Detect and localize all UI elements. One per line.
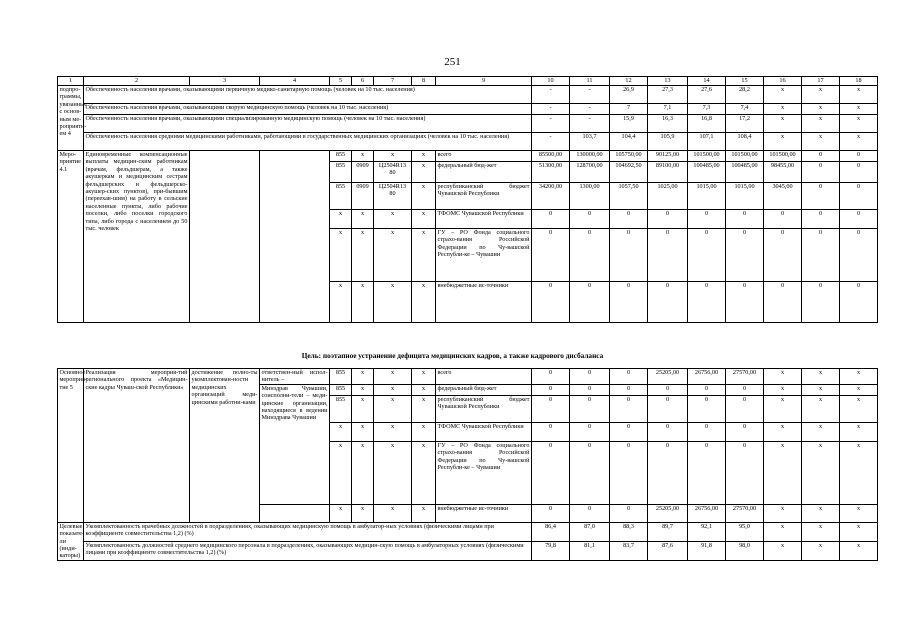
expense-type-code: x — [412, 504, 436, 522]
funding-value: 0 — [570, 369, 610, 385]
column-number: 2 — [84, 77, 190, 86]
funding-value: 0 — [610, 369, 648, 385]
indicator-value: 16,3 — [648, 115, 688, 133]
goal-heading: Цель: поэтапное устранение дефицита медицинских кадров, а также кадрового дисбаланса — [301, 351, 604, 360]
measure-title: Реализация мероприя-тий регионального проекта «Медицин-ские кадры Чуваш-ской Республики» — [84, 369, 190, 523]
indicator-value: 7,3 — [688, 104, 726, 115]
funding-value: 0 — [610, 229, 648, 282]
target-item-code: x — [374, 282, 412, 323]
funding-value: x — [764, 384, 802, 395]
funding-value: 0 — [648, 441, 688, 504]
funding-source: всего — [436, 151, 532, 162]
funding-value: 0 — [840, 282, 878, 323]
indicator-text: Обеспеченность населения врачами, оказывающими специализированную медицинскую помощь (человек на 10 тыс. населения) — [84, 115, 532, 133]
target-indicator-value: 92,1 — [688, 522, 726, 541]
grbs-code: 855 — [330, 162, 352, 183]
funding-value: 0 — [610, 282, 648, 323]
funding-value: 0 — [802, 210, 840, 229]
funding-source: федеральный бюд-жет — [436, 162, 532, 183]
grbs-code: 855 — [330, 151, 352, 162]
target-indicator-value: x — [840, 522, 878, 541]
funding-value: x — [840, 504, 878, 522]
indicator-value: x — [840, 86, 878, 104]
grbs-code: 855 — [330, 369, 352, 385]
funding-value: 27570,00 — [726, 504, 764, 522]
funding-value: 0 — [610, 384, 648, 395]
funding-value: 3045,00 — [764, 183, 802, 210]
funding-value: 0 — [726, 395, 764, 422]
target-item-code: x — [374, 369, 412, 385]
column-number: 10 — [532, 77, 570, 86]
section-code: x — [352, 210, 374, 229]
grbs-code: x — [330, 441, 352, 504]
funding-value: 1015,00 — [688, 183, 726, 210]
target-indicator-value: x — [764, 541, 802, 560]
target-indicator-value: x — [802, 522, 840, 541]
column-number: 8 — [412, 77, 436, 86]
target-indicator-value: 91,8 — [688, 541, 726, 560]
funding-value: 25205,00 — [648, 369, 688, 385]
grbs-code: x — [330, 229, 352, 282]
indicator-value: x — [764, 86, 802, 104]
funding-value: 0 — [802, 282, 840, 323]
measure-number: Меро-приятие 4.1 — [58, 151, 84, 323]
funding-value: 0 — [648, 422, 688, 441]
funding-value: 0 — [726, 384, 764, 395]
funding-value: 0 — [764, 229, 802, 282]
funding-value: 27570,00 — [726, 369, 764, 385]
funding-value: 0 — [688, 210, 726, 229]
indicator-value: 108,4 — [726, 133, 764, 151]
expense-type-code: x — [412, 441, 436, 504]
column-number: 13 — [648, 77, 688, 86]
funding-value: 130000,00 — [570, 151, 610, 162]
indicator-value: x — [764, 133, 802, 151]
funding-value: 98455,00 — [764, 162, 802, 183]
funding-value: 0 — [764, 282, 802, 323]
co-executors: Минздрав Чувашии, соисполни-тели – меди-цинские организации, находящиеся в ведении Минздрава Чувашии — [260, 384, 330, 504]
funding-value: 100485,00 — [726, 162, 764, 183]
target-indicator-value: x — [802, 541, 840, 560]
indicator-value: 15,9 — [610, 115, 648, 133]
expense-type-code: x — [412, 162, 436, 183]
funding-value: 101500,00 — [726, 151, 764, 162]
funding-value: x — [802, 504, 840, 522]
funding-value: 25205,00 — [648, 504, 688, 522]
section-code: x — [352, 282, 374, 323]
funding-value: 0 — [802, 229, 840, 282]
funding-value: 0 — [570, 441, 610, 504]
target-indicator-value: 88,3 — [610, 522, 648, 541]
funding-value: 0 — [726, 229, 764, 282]
indicator-row — [58, 104, 878, 115]
target-item-code: x — [374, 210, 412, 229]
target-indicator-value: 87,0 — [570, 522, 610, 541]
funding-value: 0 — [570, 422, 610, 441]
indicator-value: 7 — [610, 104, 648, 115]
grbs-code: x — [330, 422, 352, 441]
measure-row — [58, 369, 878, 385]
target-indicator-value: 79,8 — [532, 541, 570, 560]
target-item-code: x — [374, 395, 412, 422]
responsible-executor: ответствен-ный испол-нитель – — [261, 369, 328, 384]
indicator-text: Обеспеченность населения врачами, оказывающими скорую медицинскую помощь (человек на 10 тыс. населения) — [84, 104, 532, 115]
indicator-value: x — [802, 115, 840, 133]
funding-value: x — [764, 441, 802, 504]
column-number: 7 — [374, 77, 412, 86]
funding-value: 0 — [570, 229, 610, 282]
expense-type-code: x — [412, 229, 436, 282]
column-number: 14 — [688, 77, 726, 86]
section-code: x — [352, 384, 374, 395]
funding-value: 101500,00 — [688, 151, 726, 162]
column-number: 11 — [570, 77, 610, 86]
funding-value: x — [840, 384, 878, 395]
target-indicator-value: 81,1 — [570, 541, 610, 560]
funding-value: 0 — [532, 369, 570, 385]
funding-value: 0 — [610, 395, 648, 422]
section-code: 0909 — [352, 183, 374, 210]
funding-value: x — [802, 395, 840, 422]
funding-value: 0 — [532, 384, 570, 395]
indicator-text: Обеспеченность населения средними медицинскими работниками, работающими в государственных медицинских организациях (человек на 10 тыс. населения) — [84, 133, 532, 151]
empty-cell — [260, 151, 330, 323]
indicator-value: 107,1 — [688, 133, 726, 151]
target-indicator-value: 87,6 — [648, 541, 688, 560]
target-item-code: x — [374, 229, 412, 282]
funding-source: федеральный бюд-жет — [436, 384, 532, 395]
funding-source: ТФОМС Чувашской Республики — [436, 422, 532, 441]
indicator-value: x — [764, 104, 802, 115]
funding-value: x — [802, 441, 840, 504]
funding-value: 0 — [726, 282, 764, 323]
indicator-value: 7,4 — [726, 104, 764, 115]
indicator-value: x — [840, 104, 878, 115]
funding-value: 0 — [532, 441, 570, 504]
grbs-code: x — [330, 282, 352, 323]
expense-type-code: x — [412, 183, 436, 210]
target-indicator-text: Укомплектованность должностей среднего медицинского персонала в подразделениях, оказывающих медицин-скую помощь в амбулаторных условиях (физическими лицами при коэффициенте совместительства 1,2) (%) — [84, 541, 532, 560]
funding-value: 0 — [610, 210, 648, 229]
funding-value: 0 — [570, 210, 610, 229]
funding-value: 1057,50 — [610, 183, 648, 210]
funding-value: 128700,00 — [570, 162, 610, 183]
grbs-code: x — [330, 210, 352, 229]
target-indicators-label: Целевые показате-ли (инди-каторы) — [59, 522, 85, 560]
funding-value: x — [764, 422, 802, 441]
funding-value: x — [840, 395, 878, 422]
column-number: 15 — [726, 77, 764, 86]
funding-value: 104692,50 — [610, 162, 648, 183]
funding-value: 0 — [726, 422, 764, 441]
column-number: 16 — [764, 77, 802, 86]
target-indicator-row — [58, 541, 878, 560]
funding-source: внебюджетные ис-точники — [436, 504, 532, 522]
target-indicator-value: 98,0 — [726, 541, 764, 560]
funding-value: 0 — [840, 183, 878, 210]
funding-value: 0 — [726, 210, 764, 229]
funding-value: 0 — [570, 384, 610, 395]
funding-value: 1015,00 — [726, 183, 764, 210]
funding-value: 0 — [688, 229, 726, 282]
financing-table-upper — [57, 76, 878, 323]
expense-type-code: x — [412, 151, 436, 162]
funding-value: x — [802, 422, 840, 441]
funding-value: x — [764, 395, 802, 422]
funding-value: 26756,00 — [688, 504, 726, 522]
grbs-code: 855 — [330, 395, 352, 422]
section-code: x — [352, 395, 374, 422]
section-code: x — [352, 422, 374, 441]
indicator-value: - — [532, 115, 570, 133]
funding-value: 0 — [532, 210, 570, 229]
empty-cell — [190, 151, 260, 323]
indicator-value: 27,3 — [648, 86, 688, 104]
indicator-value: 28,2 — [726, 86, 764, 104]
funding-value: 90125,00 — [648, 151, 688, 162]
indicator-value: - — [570, 86, 610, 104]
target-indicator-value: 95,0 — [726, 522, 764, 541]
funding-value: 51300,00 — [532, 162, 570, 183]
financing-table-lower — [57, 368, 878, 561]
funding-value: x — [840, 369, 878, 385]
section-code: x — [352, 504, 374, 522]
target-indicator-value: x — [840, 541, 878, 560]
expense-type-code: x — [412, 422, 436, 441]
funding-value: 0 — [840, 162, 878, 183]
grbs-code: 855 — [330, 384, 352, 395]
funding-value: 0 — [570, 395, 610, 422]
funding-value: 0 — [688, 441, 726, 504]
column-number: 5 — [330, 77, 352, 86]
indicator-value: 16,8 — [688, 115, 726, 133]
funding-value: 0 — [764, 210, 802, 229]
funding-value: 0 — [688, 395, 726, 422]
indicator-value: 104,4 — [610, 133, 648, 151]
indicator-value: x — [840, 115, 878, 133]
funding-value: 0 — [610, 422, 648, 441]
expense-type-code: x — [412, 369, 436, 385]
row-group-label: подпро-граммы, увязанные с основ-ным ме-роприяти-ем 4 — [58, 86, 84, 151]
funding-value: 0 — [802, 162, 840, 183]
target-item-code: Ц2504R13 80 — [374, 183, 412, 210]
indicator-value: x — [802, 104, 840, 115]
target-item-code: Ц2504R13 80 — [374, 162, 412, 183]
funding-value: 0 — [688, 422, 726, 441]
funding-value: 101500,00 — [764, 151, 802, 162]
funding-value: 0 — [532, 395, 570, 422]
funding-value: 0 — [802, 151, 840, 162]
column-number: 6 — [352, 77, 374, 86]
indicator-value: - — [532, 104, 570, 115]
funding-value: 0 — [532, 422, 570, 441]
target-item-code: x — [374, 384, 412, 395]
funding-value: 0 — [726, 441, 764, 504]
indicator-value: 105,9 — [648, 133, 688, 151]
funding-value: 0 — [840, 210, 878, 229]
target-item-code: x — [374, 151, 412, 162]
funding-source: всего — [436, 369, 532, 385]
funding-value: 0 — [610, 441, 648, 504]
target-indicator-row — [58, 522, 878, 541]
indicator-value: 26,9 — [610, 86, 648, 104]
section-code: 0909 — [352, 162, 374, 183]
funding-value: 0 — [570, 282, 610, 323]
funding-source: республиканский бюджет Чувашской Республики — [436, 395, 532, 422]
funding-value: 105750,00 — [610, 151, 648, 162]
funding-value: 0 — [688, 384, 726, 395]
column-number: 1 — [58, 77, 84, 86]
column-number: 3 — [190, 77, 260, 86]
funding-value: 0 — [532, 282, 570, 323]
target-indicator-text: Укомплектованность врачебных должностей в подразделениях, оказывающих медицинскую помощь в амбулатор-ных условиях (физическими лицами при коэффициенте совместительства 1,2) (%) — [84, 522, 532, 541]
funding-source: республиканский бюджет Чувашской Республики — [436, 183, 532, 210]
indicator-value: 27,6 — [688, 86, 726, 104]
funding-value: 89100,00 — [648, 162, 688, 183]
funding-value: 100485,00 — [688, 162, 726, 183]
indicator-value: x — [840, 133, 878, 151]
funding-value: x — [840, 441, 878, 504]
grbs-code: 855 — [330, 183, 352, 210]
target-item-code: x — [374, 504, 412, 522]
measure-goal: достижение полно-ты укомплектован-ности медицинских организаций меди-цинскими работни-ками — [190, 369, 260, 523]
column-number: 17 — [802, 77, 840, 86]
indicator-value: 103,7 — [570, 133, 610, 151]
section-code: x — [352, 441, 374, 504]
target-indicator-value: x — [764, 522, 802, 541]
indicator-value: - — [570, 115, 610, 133]
column-number: 9 — [436, 77, 532, 86]
target-item-code: x — [374, 441, 412, 504]
section-code: x — [352, 369, 374, 385]
funding-value: 0 — [610, 504, 648, 522]
indicator-value: 7,1 — [648, 104, 688, 115]
expense-type-code: x — [412, 210, 436, 229]
section-code: x — [352, 151, 374, 162]
funding-value: 0 — [802, 183, 840, 210]
target-indicator-value: 86,4 — [532, 522, 570, 541]
funding-value: 0 — [648, 395, 688, 422]
funding-value: 0 — [648, 384, 688, 395]
indicator-value: x — [802, 86, 840, 104]
funding-value: x — [840, 422, 878, 441]
empty-cell — [260, 504, 330, 522]
funding-value: 0 — [648, 282, 688, 323]
funding-value: x — [802, 369, 840, 385]
funding-value: x — [764, 504, 802, 522]
funding-value: 26756,00 — [688, 369, 726, 385]
grbs-code: x — [330, 504, 352, 522]
funding-source: ГУ – РО Фонда социального страхо-вания Российской Федерации по Чу-вашской Республи-ке – Чувашии — [436, 229, 532, 282]
measure-number: Основное мероприя-тие 5 — [58, 369, 84, 523]
expense-type-code: x — [412, 395, 436, 422]
indicator-row — [58, 86, 878, 104]
funding-value: 0 — [840, 229, 878, 282]
expense-type-code: x — [412, 384, 436, 395]
target-indicator-value: 83,7 — [610, 541, 648, 560]
funding-value: 1025,00 — [648, 183, 688, 210]
funding-value: x — [802, 384, 840, 395]
target-indicator-value: 89,7 — [648, 522, 688, 541]
column-number: 18 — [840, 77, 878, 86]
funding-value: 0 — [648, 210, 688, 229]
indicator-row — [58, 115, 878, 133]
funding-source: ГУ – РО Фонда социального страхо-вания Российской Федерации по Чу-вашской Республи-ке – Чувашии — [436, 441, 532, 504]
indicator-value: x — [764, 115, 802, 133]
funding-value: 0 — [532, 504, 570, 522]
indicator-value: - — [532, 133, 570, 151]
funding-value: 0 — [648, 229, 688, 282]
funding-source: внебюджетные ис-точники — [436, 282, 532, 323]
page-number: 251 — [444, 56, 461, 68]
indicator-value: - — [570, 104, 610, 115]
funding-value: 0 — [688, 282, 726, 323]
funding-value: 0 — [570, 504, 610, 522]
funding-value: 0 — [840, 151, 878, 162]
section-code: x — [352, 229, 374, 282]
measure-row — [58, 151, 878, 162]
funding-value: 34200,00 — [532, 183, 570, 210]
column-number: 12 — [610, 77, 648, 86]
column-number: 4 — [260, 77, 330, 86]
funding-value: 85500,00 — [532, 151, 570, 162]
header-row — [58, 77, 878, 86]
indicator-row — [58, 133, 878, 151]
indicator-text: Обеспеченность населения врачами, оказывающими первичную медико-санитарную помощь (человек на 10 тыс. населения) — [84, 86, 532, 104]
funding-value: 1300,00 — [570, 183, 610, 210]
expense-type-code: x — [412, 282, 436, 323]
indicator-value: x — [802, 133, 840, 151]
funding-source: ТФОМС Чувашской Республики — [436, 210, 532, 229]
indicator-value: - — [532, 86, 570, 104]
indicator-value: 17,2 — [726, 115, 764, 133]
measure-title: Единовременные компенсационные выплаты медицин-ским работникам (врачам, фельдшерам, а также акушеркам и медицинским сестрам фельдшерских и фельдшерско-акушер-ских пунктов), при-бывшим (переехав-шим) на работу в сельские населенные пункты, либо рабочие поселки, либо поселки городского типа, либо города с населением до 50 тыс. человек — [84, 151, 190, 323]
target-item-code: x — [374, 422, 412, 441]
funding-value: 0 — [532, 229, 570, 282]
funding-value: x — [764, 369, 802, 385]
